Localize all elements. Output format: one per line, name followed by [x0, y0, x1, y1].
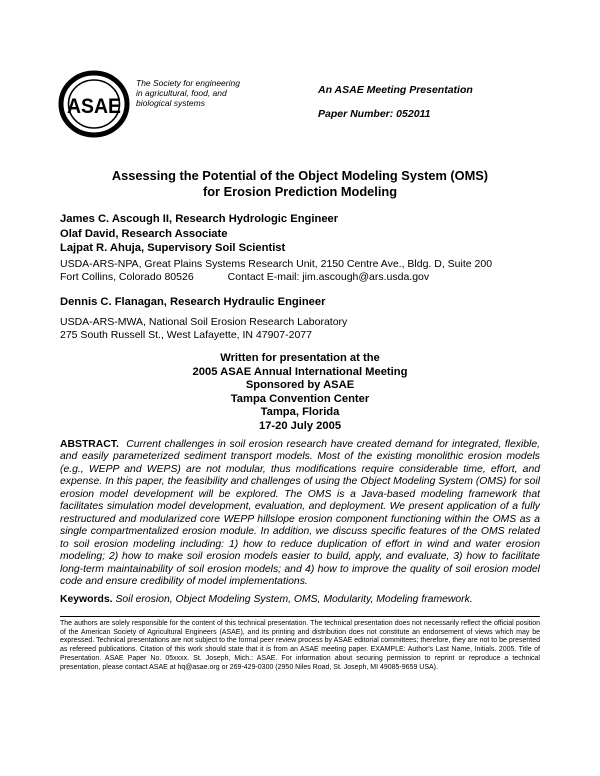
logo-wordmark: ASAE: [67, 95, 121, 118]
presentation-info: [60, 352, 540, 434]
keywords: [60, 594, 540, 605]
abstract: [60, 439, 540, 588]
author-line: Olaf David, Research Associate: [60, 227, 228, 240]
footer-divider: [60, 616, 540, 617]
logo-tagline-line: The Society for engineering: [136, 78, 240, 88]
abstract-text: Current challenges in soil erosion research have created demand for integrated, flexible, and easily parameterized sediment transport models. Most of the existing monolithic erosion models (e.g., WEPP and WEPS) are not modular, thus modifications require considerable time, effort, and expense. In this paper, the feasibility and challenges of using the Object Modeling System (OMS) for soil erosion model development will be explored. The OMS is a Java-based modeling framework that facilitates simulation model development, evaluation, and deployment. We present application of a fully restructured and modularized core WEPP hillslope erosion component functioning within the OMS as a single compartmentalized erosion module. In addition, we discuss specific features of the OMS related to soil erosion modeling including: 1) how to reduce duplication of effort in wind and water erosion modeling; 2) how to make soil erosion models easier to build, apply, and evaluate, 3) how to facilitate long-term maintainability of soil erosion models; and 4) how to improve the quality of soil erosion model code and ensure credibility of model implementations.: [60, 439, 540, 587]
keywords-label: Keywords.: [60, 594, 113, 605]
affiliation-line: [60, 271, 550, 284]
affiliation-line: USDA-ARS-MWA, National Soil Erosion Research Laboratory: [60, 316, 348, 328]
title-line: for Erosion Prediction Modeling: [202, 184, 398, 199]
author-line: Lajpat R. Ahuja, Supervisory Soil Scientist: [60, 242, 286, 254]
author-list-1: [60, 212, 338, 256]
asae-seal-icon: [58, 70, 136, 138]
affiliation-line: USDA-ARS-NPA, Great Plains Systems Research Unit, 2150 Centre Ave., Bldg. D, Suite 200: [60, 258, 493, 270]
logo-tagline-line: biological systems: [136, 98, 205, 108]
logo-tagline-line: in agricultural, food, and: [136, 88, 227, 98]
contact-email[interactable]: Contact E-mail: jim.ascough@ars.usda.gov: [227, 270, 430, 283]
author-line: James C. Ascough II, Research Hydrologic Engineer: [60, 213, 339, 225]
paper-number: Paper Number: 052011: [318, 108, 431, 120]
presentation-line: Tampa Convention Center: [230, 392, 370, 405]
affiliation-city: Fort Collins, Colorado 80526: [60, 270, 194, 283]
author-2: Dennis C. Flanagan, Research Hydraulic Engineer: [60, 296, 326, 308]
affiliation-1: [60, 258, 550, 283]
footer-disclaimer: The authors are solely responsible for the content of this technical presentation. The technical presentation does not necessarily reflect the official position of the American Society of Agricultural Engineers (ASAE), and its printing and distribution does not constitute an endorsement of views which may be expressed. Technical presentations are not subject to the formal peer review process by ASAE editorial committees; therefore, they are not to be presented as refereed publications. Citation of this work should state that it is from an ASAE meeting paper. EXAMPLE: Author's Last Name, Initials. 2005. Title of Presentation. ASAE Paper No. 05xxxx. St. Joseph, Mich.: ASAE. For information about securing permission to reprint or reproduce a technical presentation, please contact ASAE at hq@asae.org or 269-429-0300 (2950 Niles Road, St. Joseph, MI 49085-9659 USA).: [60, 620, 540, 671]
logo-tagline: [136, 78, 256, 108]
presentation-line: Sponsored by ASAE: [245, 379, 355, 392]
presentation-line: Written for presentation at the: [220, 352, 380, 364]
title-line: Assessing the Potential of the Object Modeling System (OMS): [111, 168, 489, 183]
meeting-label: An ASAE Meeting Presentation: [318, 84, 473, 96]
abstract-label: ABSTRACT.: [60, 439, 119, 450]
affiliation-2: [60, 316, 540, 341]
presentation-line: Tampa, Florida: [260, 406, 340, 419]
presentation-line: 17-20 July 2005: [258, 419, 342, 432]
paper-title: [60, 168, 540, 200]
affiliation-line: 275 South Russell St., West Lafayette, IN 47907-2077: [60, 328, 312, 341]
keywords-text: Soil erosion, Object Modeling System, OMS, Modularity, Modeling framework.: [115, 594, 473, 605]
presentation-line: 2005 ASAE Annual International Meeting: [192, 365, 408, 378]
